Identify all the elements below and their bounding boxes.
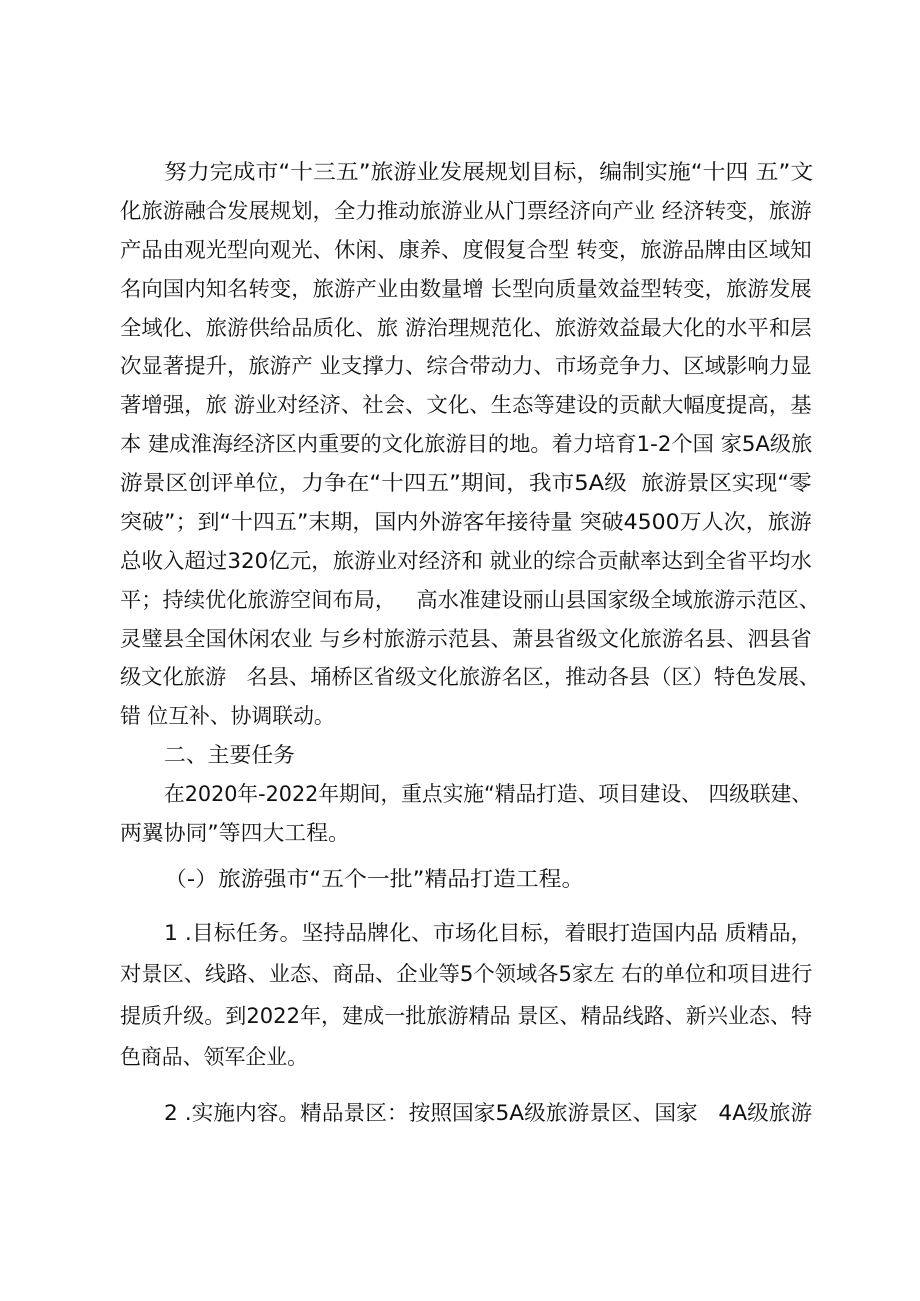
text-line: 两翼协同”等四大工程。 (120, 821, 350, 845)
text-line: 灵璧县全国休闲农业 与乡村旅游示范县、萧县省级文化旅游名县、泗县省 (120, 627, 812, 651)
text-line: 在2020年-2022年期间，重点实施“精品打造、项目建设、 四级联建、 (164, 782, 813, 806)
text-line: 突破”；到“十四五”末期，国内外游客年接待量 突破4500万人次，旅游 (120, 510, 812, 534)
text-line: 提质升级。到2022年，建成一批旅游精品 景区、精品线路、新兴业态、特 (120, 1004, 813, 1028)
text-line: 平；持续优化旅游空间布局， 高水准建设丽山县国家级全域旅游示范区、 (120, 588, 821, 612)
text-line: 2 .实施内容。精品景区：按照国家5A级旅游景区、国家 4A级旅游 (164, 1101, 813, 1125)
text-line: 著增强，旅 游业对经济、社会、文化、生态等建设的贡献大幅度提高，基 (120, 393, 812, 417)
subsection-heading: （-）旅游强市“五个一批”精品打造工程。 (164, 867, 585, 891)
text-line: 错 位互补、协调联动。 (120, 704, 335, 728)
text-line: 总收入超过320亿元，旅游业对经济和 就业的综合贡献率达到全省平均水 (120, 549, 812, 573)
section-heading: 二、主要任务 (164, 743, 296, 767)
text-line: 化旅游融合发展规划，全力推动旅游业从门票经济向产业 经济转变，旅游 (120, 199, 812, 223)
text-line: 本 建成淮海经济区内重要的文化旅游目的地。着力培育1-2个国 家5A级旅 (120, 432, 813, 456)
text-line: 1 .目标任务。坚持品牌化、市场化目标，着眼打造国内品 质精品， (164, 921, 813, 945)
text-line: 级文化旅游 名县、埇桥区省级文化旅游名区，推动各县（区）特色发展、 (120, 665, 821, 689)
text-line: 努力完成市“十三五”旅游业发展规划目标，编制实施“十四 五”文 (164, 160, 814, 184)
text-line: 名向国内知名转变，旅游产业由数量增 长型向质量效益型转变，旅游发展 (120, 277, 812, 301)
text-line: 次显著提升，旅游产 业支撑力、综合带动力、市场竞争力、区域影响力显 (120, 354, 812, 378)
text-line: 游景区创评单位，力争在“十四五”期间，我市5A级 旅游景区实现“零 (120, 471, 812, 495)
text-line: 全域化、旅游供给品质化、旅 游治理规范化、旅游效益最大化的水平和层 (120, 316, 812, 340)
text-line: 对景区、线路、业态、商品、企业等5个领域各5家左 右的单位和项目进行 (120, 962, 813, 986)
text-line: 产品由观光型向观光、休闲、康养、度假复合型 转变，旅游品牌由区域知 (120, 238, 812, 262)
text-line: 色商品、领军企业。 (120, 1045, 308, 1069)
